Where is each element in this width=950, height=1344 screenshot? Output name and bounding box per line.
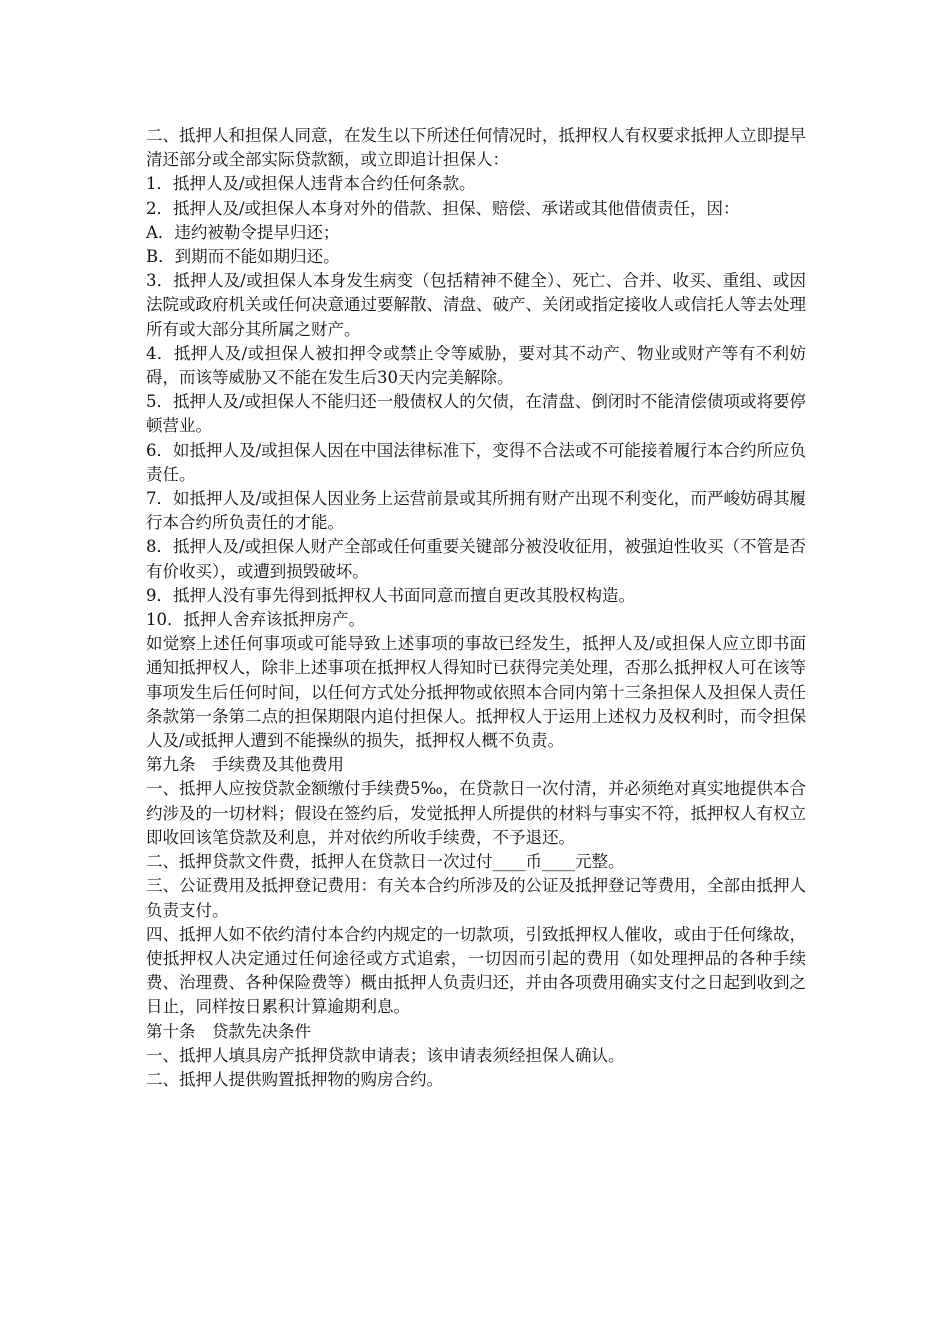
paragraph: A．违约被勒令提早归还； [146,222,340,242]
paragraph: 9．抵押人没有事先得到抵押权人书面同意而擅自更改其股权构造。 [146,585,635,605]
paragraph: 4．抵押人及/或担保人被扣押令或禁止令等威胁，要对其不动产、物业或财产等有不利妨碍，而该等威胁又不能在发生后30天内完美解除。 [146,343,806,388]
paragraph: 7．如抵押人及/或担保人因业务上运营前景或其所拥有财产出现不利变化，而严峻妨碍其履行本合约所负责任的才能。 [146,489,806,533]
section-heading: 第九条 手续费及其他费用 [146,755,344,775]
paragraph: 二、抵押贷款文件费，抵押人在贷款日一次过付____币____元整。 [146,852,625,872]
paragraph: 5．抵押人及/或担保人不能归还一般债权人的欠债，在清盘、倒闭时不能清偿债项或将要停顿营业。 [146,392,806,436]
paragraph: 一、抵押人填具房产抵押贷款申请表；该申请表须经担保人确认。 [146,1045,625,1065]
paragraph: 2．抵押人及/或担保人本身对外的借款、担保、赔偿、承诺或其他借债责任，因： [146,198,740,218]
paragraph: 三、公证费用及抵押登记费用：有关本合约所涉及的公证及抵押登记等费用，全部由抵押人负责支付。 [146,876,806,920]
paragraph: B．到期而不能如期归还。 [146,247,340,267]
section-heading: 第十条 贷款先决条件 [146,1021,311,1041]
paragraph: 如觉察上述任何事项或可能导致上述事项的事故已经发生，抵押人及/或担保人应立即书面通知抵押权人，除非上述事项在抵押权人得知时已获得完美处理，否那么抵押权人可在该等事项发生后任何时间，以任何方式处分抵押物或依照本合同内第十三条担保人及担保人责任条款第一条第二点的担保期限内追付担保人。抵押权人于运用上述权力及权利时，而令担保人及/或抵押人遭到不能操纵的损失，抵押权人概不负责。 [146,634,806,751]
paragraph: 6．如抵押人及/或担保人因在中国法律标准下，变得不合法或不可能接着履行本合约所应负责任。 [146,440,806,484]
paragraph: 一、抵押人应按贷款金额缴付手续费5‰，在贷款日一次付清，并必须绝对真实地提供本合约涉及的一切材料；假设在签约后，发觉抵押人所提供的材料与事实不符，抵押权人有权立即收回该笔贷款及利息，并对依约所收手续费，不予退还。 [146,779,806,847]
paragraph: 1．抵押人及/或担保人违背本合约任何条款。 [146,174,476,194]
document-body [146,124,806,1092]
paragraph: 二、抵押人提供购置抵押物的购房合约。 [146,1069,443,1089]
paragraph: 四、抵押人如不依约清付本合约内规定的一切款项，引致抵押权人催收，或由于任何缘故，使抵押权人决定通过任何途径或方式追索，一切因而引起的费用（如处理押品的各种手续费、治理费、各种保险费等）概由抵押人负责归还，并由各项费用确实支付之日起到收到之日止，同样按日累积计算逾期利息。 [146,924,806,1017]
paragraph: 3．抵押人及/或担保人本身发生病变（包括精神不健全）、死亡、合并、收买、重组、或因法院或政府机关或任何决意通过要解散、清盘、破产、关闭或指定接收人或信托人等去处理所有或大部分其所属之财产。 [146,271,806,339]
paragraph: 二、抵押人和担保人同意，在发生以下所述任何情况时，抵押权人有权要求抵押人立即提早清还部分或全部实际贷款额，或立即追计担保人： [146,126,806,170]
paragraph: 10．抵押人舍弃该抵押房产。 [146,610,365,630]
paragraph: 8．抵押人及/或担保人财产全部或任何重要关键部分被没收征用，被强迫性收买（不管是否有价收买），或遭到损毁破坏。 [146,537,806,581]
